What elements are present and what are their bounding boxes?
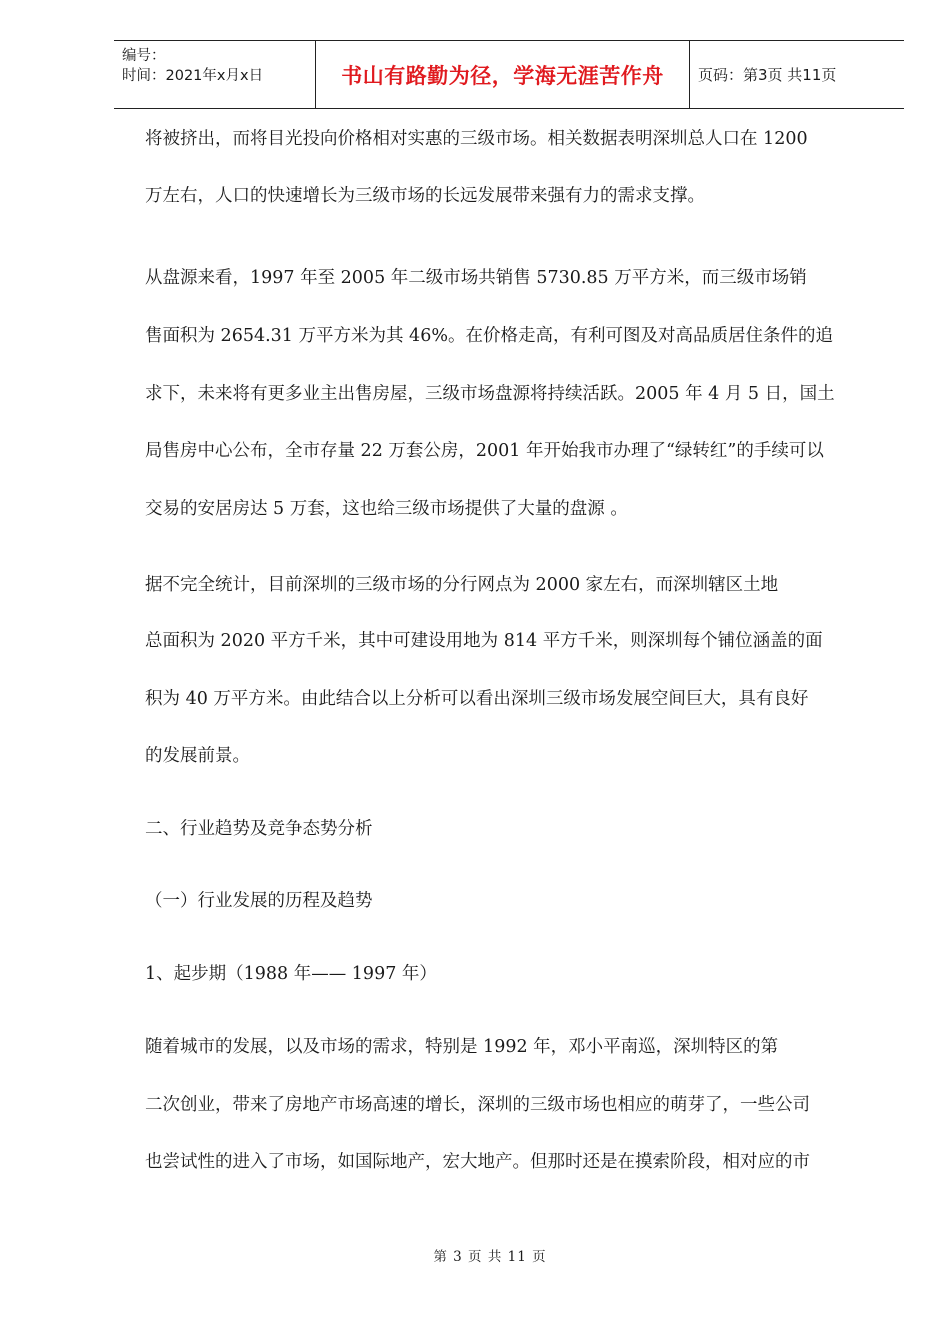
subsection-heading: 1、起步期（1988 年—— 1997 年） [145, 964, 437, 984]
body-line: 局售房中心公布，全市存量 22 万套公房，2001 年开始我市办理了“绿转红”的手续可以 [145, 441, 824, 461]
page-header [114, 40, 904, 109]
body-line: 从盘源来看，1997 年至 2005 年二级市场共销售 5730.85 万平方米，而三级市场销 [145, 268, 807, 288]
section-heading: 二、行业趋势及竞争态势分析 [145, 819, 373, 839]
body-line: 也尝试性的进入了市场，如国际地产，宏大地产。但那时还是在摸索阶段，相对应的市 [145, 1152, 810, 1172]
page-footer: 第 3 页 共 11 页 [433, 1249, 547, 1265]
header-motto: 书山有路勤为径，学海无涯苦作舟 [315, 41, 690, 108]
body-line: 二次创业，带来了房地产市场高速的增长，深圳的三级市场也相应的萌芽了，一些公司 [145, 1095, 810, 1115]
body-line: 据不完全统计，目前深圳的三级市场的分行网点为 2000 家左右，而深圳辖区土地 [145, 575, 779, 595]
body-line: 万左右，人口的快速增长为三级市场的长远发展带来强有力的需求支撑。 [145, 186, 705, 206]
serial-number-label: 编号： [122, 48, 166, 64]
body-line: 随着城市的发展，以及市场的需求，特别是 1992 年，邓小平南巡，深圳特区的第 [145, 1037, 779, 1057]
body-line: 总面积为 2020 平方千米，其中可建设用地为 814 平方千米，则深圳每个铺位涵盖的面 [145, 631, 823, 651]
body-line: 求下，未来将有更多业主出售房屋，三级市场盘源将持续活跃。2005 年 4 月 5 日，国土 [145, 384, 835, 404]
body-line: 售面积为 2654.31 万平方米为其 46%。在价格走高，有利可图及对高品质居住条件的追 [145, 326, 833, 346]
body-line: 交易的安居房达 5 万套，这也给三级市场提供了大量的盘源 。 [145, 499, 628, 519]
date-label: 时间：2021年x月x日 [122, 68, 264, 84]
header-page-info: 页码：第3页 共11页 [698, 66, 837, 84]
header-meta [114, 41, 315, 108]
body-line: 的发展前景。 [145, 746, 250, 766]
subsection-heading: （一）行业发展的历程及趋势 [145, 891, 373, 911]
body-line: 将被挤出，而将目光投向价格相对实惠的三级市场。相关数据表明深圳总人口在 1200 [145, 129, 808, 149]
body-line: 积为 40 万平方米。由此结合以上分析可以看出深圳三级市场发展空间巨大，具有良好 [145, 689, 809, 709]
